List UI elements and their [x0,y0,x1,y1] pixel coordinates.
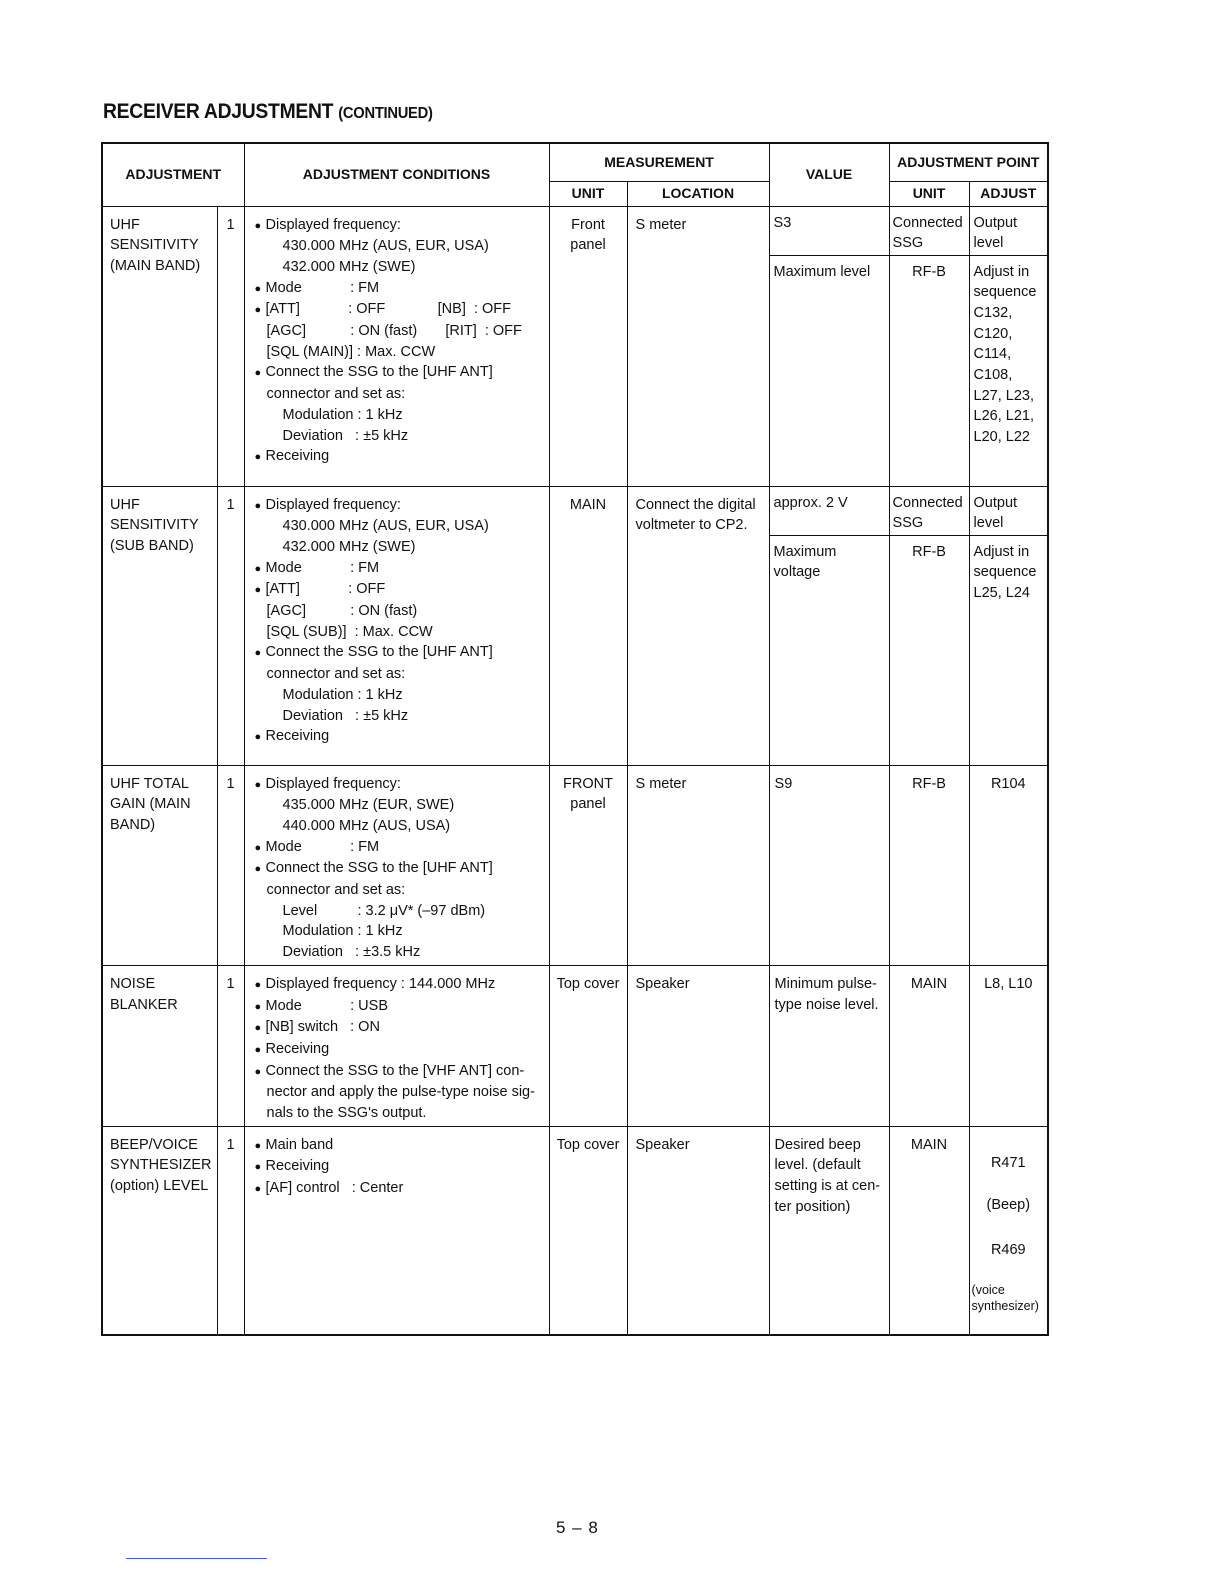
condition-line [255,622,549,643]
condition-line [255,215,549,237]
adjust-cell [969,206,1048,486]
adjust-cell [969,486,1048,765]
adjust-bottom: Adjust in sequence C132, C120, C114, C108, L27, L23, L26, L21, L20, L22 [973,263,1037,446]
condition-line [255,685,549,706]
point-unit-cell [889,486,969,765]
condition-line [255,726,549,748]
adjust-bottom: Adjust in sequence L25, L24 [973,543,1037,601]
table-row [102,206,1048,486]
condition-line [255,795,549,816]
adjustment-name: BEEP/VOICE SYNTHESIZER (option) LEVEL [102,1126,217,1335]
bullet-icon: ● [254,1139,262,1152]
condition-line [255,706,549,727]
condition-text: Displayed frequency: [265,775,401,792]
bullet-icon: ● [254,451,262,464]
condition-line [255,257,549,278]
adjust-voice-ref: R469 [990,1242,1026,1259]
conditions-cell [244,765,549,965]
condition-line [255,558,549,580]
condition-line [255,601,549,622]
condition-line [255,1156,549,1178]
table-row [102,486,1048,765]
condition-line [255,405,549,426]
condition-text: [SQL (MAIN)] : Max. CCW [266,343,436,360]
footer-rule [126,1558,267,1559]
condition-text: Deviation : ±3.5 kHz [282,944,421,961]
measurement-location: Speaker [627,965,769,1126]
condition-text: [AGC] : ON (fast) [266,603,418,620]
point-unit-bottom: RF-B [912,263,946,280]
condition-line [255,299,549,321]
bullet-icon: ● [254,863,262,876]
adjustment-table [101,142,1049,1336]
condition-text: nals to the SSG's output. [266,1105,427,1122]
condition-text: [SQL (SUB)] : Max. CCW [266,623,433,640]
condition-text: 430.000 MHz (AUS, EUR, USA) [282,518,489,535]
bullet-icon: ● [254,1161,262,1174]
point-unit-top: Connected SSG [890,487,969,536]
condition-text: [AF] control : Center [265,1180,404,1197]
condition-text: [ATT] : OFF [265,581,386,598]
point-unit-cell [889,206,969,486]
bullet-icon: ● [254,219,262,232]
measurement-unit: MAIN [549,486,627,765]
condition-text: Receiving [265,1158,330,1175]
conditions-cell [244,206,549,486]
condition-line [255,664,549,685]
condition-text: 432.000 MHz (SWE) [282,258,416,275]
condition-line [255,236,549,257]
condition-line [255,1178,549,1200]
condition-line [255,579,549,601]
condition-line [255,1061,549,1083]
measurement-unit: Front panel [549,206,627,486]
adjust-voice-label: (voice synthesizer) [971,1282,1039,1313]
condition-line [255,942,549,963]
condition-text: 440.000 MHz (AUS, USA) [282,817,451,834]
header-conditions: ADJUSTMENT CONDITIONS [244,143,549,206]
bullet-icon: ● [254,1065,262,1078]
bullet-icon: ● [254,1022,262,1035]
bullet-icon: ● [254,778,262,791]
condition-text: [ATT] : OFF [NB] : OFF [265,301,511,318]
condition-line [255,1039,549,1061]
condition-text: 435.000 MHz (EUR, SWE) [282,797,455,814]
conditions-cell [244,965,549,1126]
condition-text: Receiving [265,448,330,465]
condition-line [255,278,549,300]
condition-line [255,426,549,447]
bullet-icon: ● [254,282,262,295]
adjust-cell: R104 [969,765,1048,965]
condition-line [255,901,549,922]
bullet-icon: ● [254,841,262,854]
bullet-icon: ● [254,978,262,991]
header-value: VALUE [769,143,889,206]
condition-text: Modulation : 1 kHz [282,406,403,423]
condition-text: Displayed frequency: [265,496,401,513]
condition-text: Receiving [265,728,330,745]
bullet-icon: ● [254,304,262,317]
condition-text: [AGC] : ON (fast) [RIT] : OFF [266,323,522,340]
point-unit-cell: RF-B [889,765,969,965]
condition-text: Connect the SSG to the [UHF ANT] [265,860,493,877]
point-unit-top: Connected SSG [890,207,969,256]
adjustment-name: NOISE BLANKER [102,965,217,1126]
measurement-unit: Top cover [549,1126,627,1335]
condition-line [255,858,549,880]
condition-line [255,495,549,517]
value-cell: Minimum pulse- type noise level. [769,965,889,1126]
condition-line [255,384,549,405]
value-cell: Desired beep level. (default setting is at cen- ter position) [769,1126,889,1335]
condition-line [255,1017,549,1039]
header-adjustment-point: ADJUSTMENT POINT [889,143,1048,181]
measurement-location: Speaker [627,1126,769,1335]
condition-text: [NB] switch : ON [265,1019,380,1036]
page-title [103,100,433,124]
measurement-location: S meter [627,206,769,486]
condition-line [255,516,549,537]
adjust-beep-ref: R471 [990,1155,1026,1172]
table-row [102,965,1048,1126]
condition-line [255,321,549,342]
adjust-beep-label: (Beep) [986,1196,1031,1213]
title-main: RECEIVER ADJUSTMENT [103,100,334,123]
condition-text: Deviation : ±5 kHz [282,707,409,724]
condition-text: Main band [265,1136,334,1153]
step-number: 1 [217,1126,244,1335]
value-top: S3 [770,207,889,256]
condition-text: Displayed frequency : 144.000 MHz [265,975,496,992]
bullet-icon: ● [254,584,262,597]
header-unit: UNIT [549,181,627,206]
page-number: 5 – 8 [556,1518,599,1537]
condition-text: Mode : USB [265,997,389,1014]
step-number: 1 [217,206,244,486]
adjustment-name: UHF SENSITIVITY (SUB BAND) [102,486,217,765]
condition-text: Displayed frequency: [265,216,401,233]
value-cell [769,206,889,486]
table-row [102,765,1048,965]
bullet-icon: ● [254,647,262,660]
adjust-top: Output level [970,487,1048,536]
conditions-cell [244,486,549,765]
condition-text: Connect the SSG to the [UHF ANT] [265,644,493,661]
point-unit-cell: MAIN [889,1126,969,1335]
header-measurement: MEASUREMENT [549,143,769,181]
condition-line [255,537,549,558]
bullet-icon: ● [254,367,262,380]
condition-text: Modulation : 1 kHz [282,686,403,703]
condition-line [255,342,549,363]
condition-line [255,774,549,796]
bullet-icon: ● [254,1043,262,1056]
condition-line [255,974,549,996]
condition-line [255,816,549,837]
value-top: approx. 2 V [770,487,889,536]
adjust-cell: L8, L10 [969,965,1048,1126]
value-cell: S9 [769,765,889,965]
condition-line [255,1082,549,1103]
condition-text: Receiving [265,1040,330,1057]
condition-line [255,837,549,859]
title-suffix: (CONTINUED) [338,105,433,122]
condition-text: Mode : FM [265,838,380,855]
condition-line [255,1135,549,1157]
condition-text: Connect the SSG to the [UHF ANT] [265,364,493,381]
condition-text: Mode : FM [265,559,380,576]
adjustment-name: UHF TOTAL GAIN (MAIN BAND) [102,765,217,965]
adjust-top: Output level [970,207,1048,256]
measurement-unit: FRONT panel [549,765,627,965]
point-unit-cell: MAIN [889,965,969,1126]
measurement-location: Connect the digital voltmeter to CP2. [627,486,769,765]
value-bottom: Maximum voltage [773,543,837,581]
value-cell [769,486,889,765]
condition-text: Mode : FM [265,279,380,296]
adjust-cell [969,1126,1048,1335]
point-unit-bottom: RF-B [912,543,946,560]
adjustment-name: UHF SENSITIVITY (MAIN BAND) [102,206,217,486]
condition-line [255,921,549,942]
condition-line [255,880,549,901]
value-bottom: Maximum level [773,263,871,280]
step-number: 1 [217,965,244,1126]
table-row [102,1126,1048,1335]
condition-text: Modulation : 1 kHz [282,923,403,940]
bullet-icon: ● [254,1183,262,1196]
condition-text: 432.000 MHz (SWE) [282,538,416,555]
condition-text: connector and set as: [266,882,406,899]
bullet-icon: ● [254,731,262,744]
conditions-cell [244,1126,549,1335]
condition-text: connector and set as: [266,666,406,683]
header-adjust: ADJUST [969,181,1048,206]
condition-line [255,642,549,664]
step-number: 1 [217,765,244,965]
condition-text: nector and apply the pulse-type noise sig- [266,1084,535,1101]
condition-line [255,996,549,1018]
condition-text: 430.000 MHz (AUS, EUR, USA) [282,238,489,255]
condition-text: Level : 3.2 μV* (–97 dBm) [282,902,486,919]
condition-line [255,1103,549,1124]
condition-text: Connect the SSG to the [VHF ANT] con- [265,1062,525,1079]
measurement-unit: Top cover [549,965,627,1126]
condition-line [255,362,549,384]
bullet-icon: ● [254,562,262,575]
condition-line [255,446,549,468]
header-location: LOCATION [627,181,769,206]
header-point-unit: UNIT [889,181,969,206]
step-number: 1 [217,486,244,765]
condition-text: Deviation : ±5 kHz [282,427,409,444]
header-adjustment: ADJUSTMENT [102,143,244,206]
bullet-icon: ● [254,499,262,512]
bullet-icon: ● [254,1000,262,1013]
condition-text: connector and set as: [266,386,406,403]
measurement-location: S meter [627,765,769,965]
